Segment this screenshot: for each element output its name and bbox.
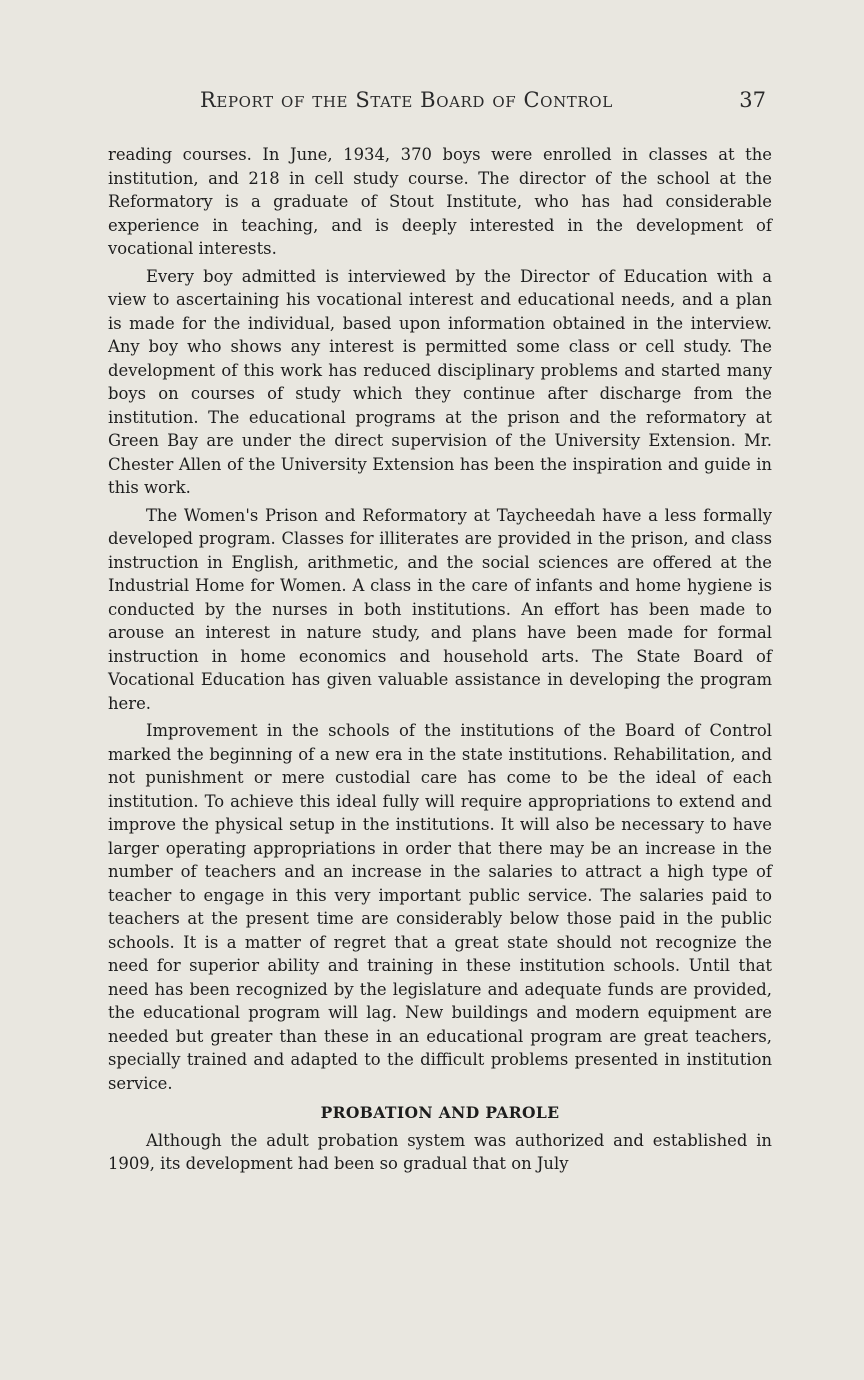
section-heading-probation: PROBATION AND PAROLE — [320, 1103, 560, 1122]
paragraph-womens-prison: The Women's Prison and Reformatory at Taycheedah have a less formally developed program. Classes for illiterates are provided in the prison, and class instruction in English, arithmetic, and the social sciences are offered at the Industrial Home for Women. A class in the care of infants and home hygiene is conducted by the nurses in both institutions. An effort has been made to arouse an interest in nature study, and plans have been made for formal instruction in home economics and household arts. The State Board of Vocational Education has given valuable assistance in developing the program here. — [108, 505, 772, 713]
running-title: Report of the State Board of Control — [200, 88, 613, 112]
paragraph-improvement: Improvement in the schools of the institutions of the Board of Control marked the beginning of a new era in the state institutions. Rehabilitation, and not punishment or mere custodial care has come to be the ideal of each institution. To achieve this ideal fully will require appropriations to extend and improve the physical setup in the institutions. It will also be necessary to have larger operating appropriations in order that there may be an increase in the number of teachers and an increase in the salaries to attract a high type of teacher to engage in this very important public service. The salaries paid to teachers at the present time are considerably below those paid in the public schools. It is a matter of regret that a great state should not recognize the need for superior ability and training in these institution schools. Until that need has been recognized by the legislature and adequate funds are provided, the educational program will lag. New buildings and modern equipment are needed but greater than these in an educational program are great teachers, specially trained and adapted to the difficult problems presented in institution service. — [108, 721, 772, 1093]
page-number: 37 — [739, 88, 766, 112]
paragraph-continuation: reading courses. In June, 1934, 370 boys were enrolled in classes at the institution, and 218 in cell study course. The director of the school at the Reformatory is a graduate of Stout Institute, who has had considerable experience in teaching, and is deeply interested in the development of vocational interests. — [108, 145, 772, 258]
paragraph-interviews: Every boy admitted is interviewed by the Director of Education with a view to ascertaining his vocational interest and educational needs, and a plan is made for the individual, based upon information obtained in the interview. Any boy who shows any interest is permitted some class or cell study. The development of this work has reduced disciplinary problems and started many boys on courses of study which they continue after discharge from the institution. The educational programs at the prison and the reformatory at Green Bay are under the direct supervision of the University Extension. Mr. Chester Allen of the University Extension has been the inspiration and guide in this work. — [108, 266, 772, 497]
running-header — [108, 88, 770, 124]
paragraph-probation: Although the adult probation system was authorized and established in 1909, its development had been so gradual that on July — [108, 1130, 772, 1173]
body-text — [108, 143, 772, 1180]
